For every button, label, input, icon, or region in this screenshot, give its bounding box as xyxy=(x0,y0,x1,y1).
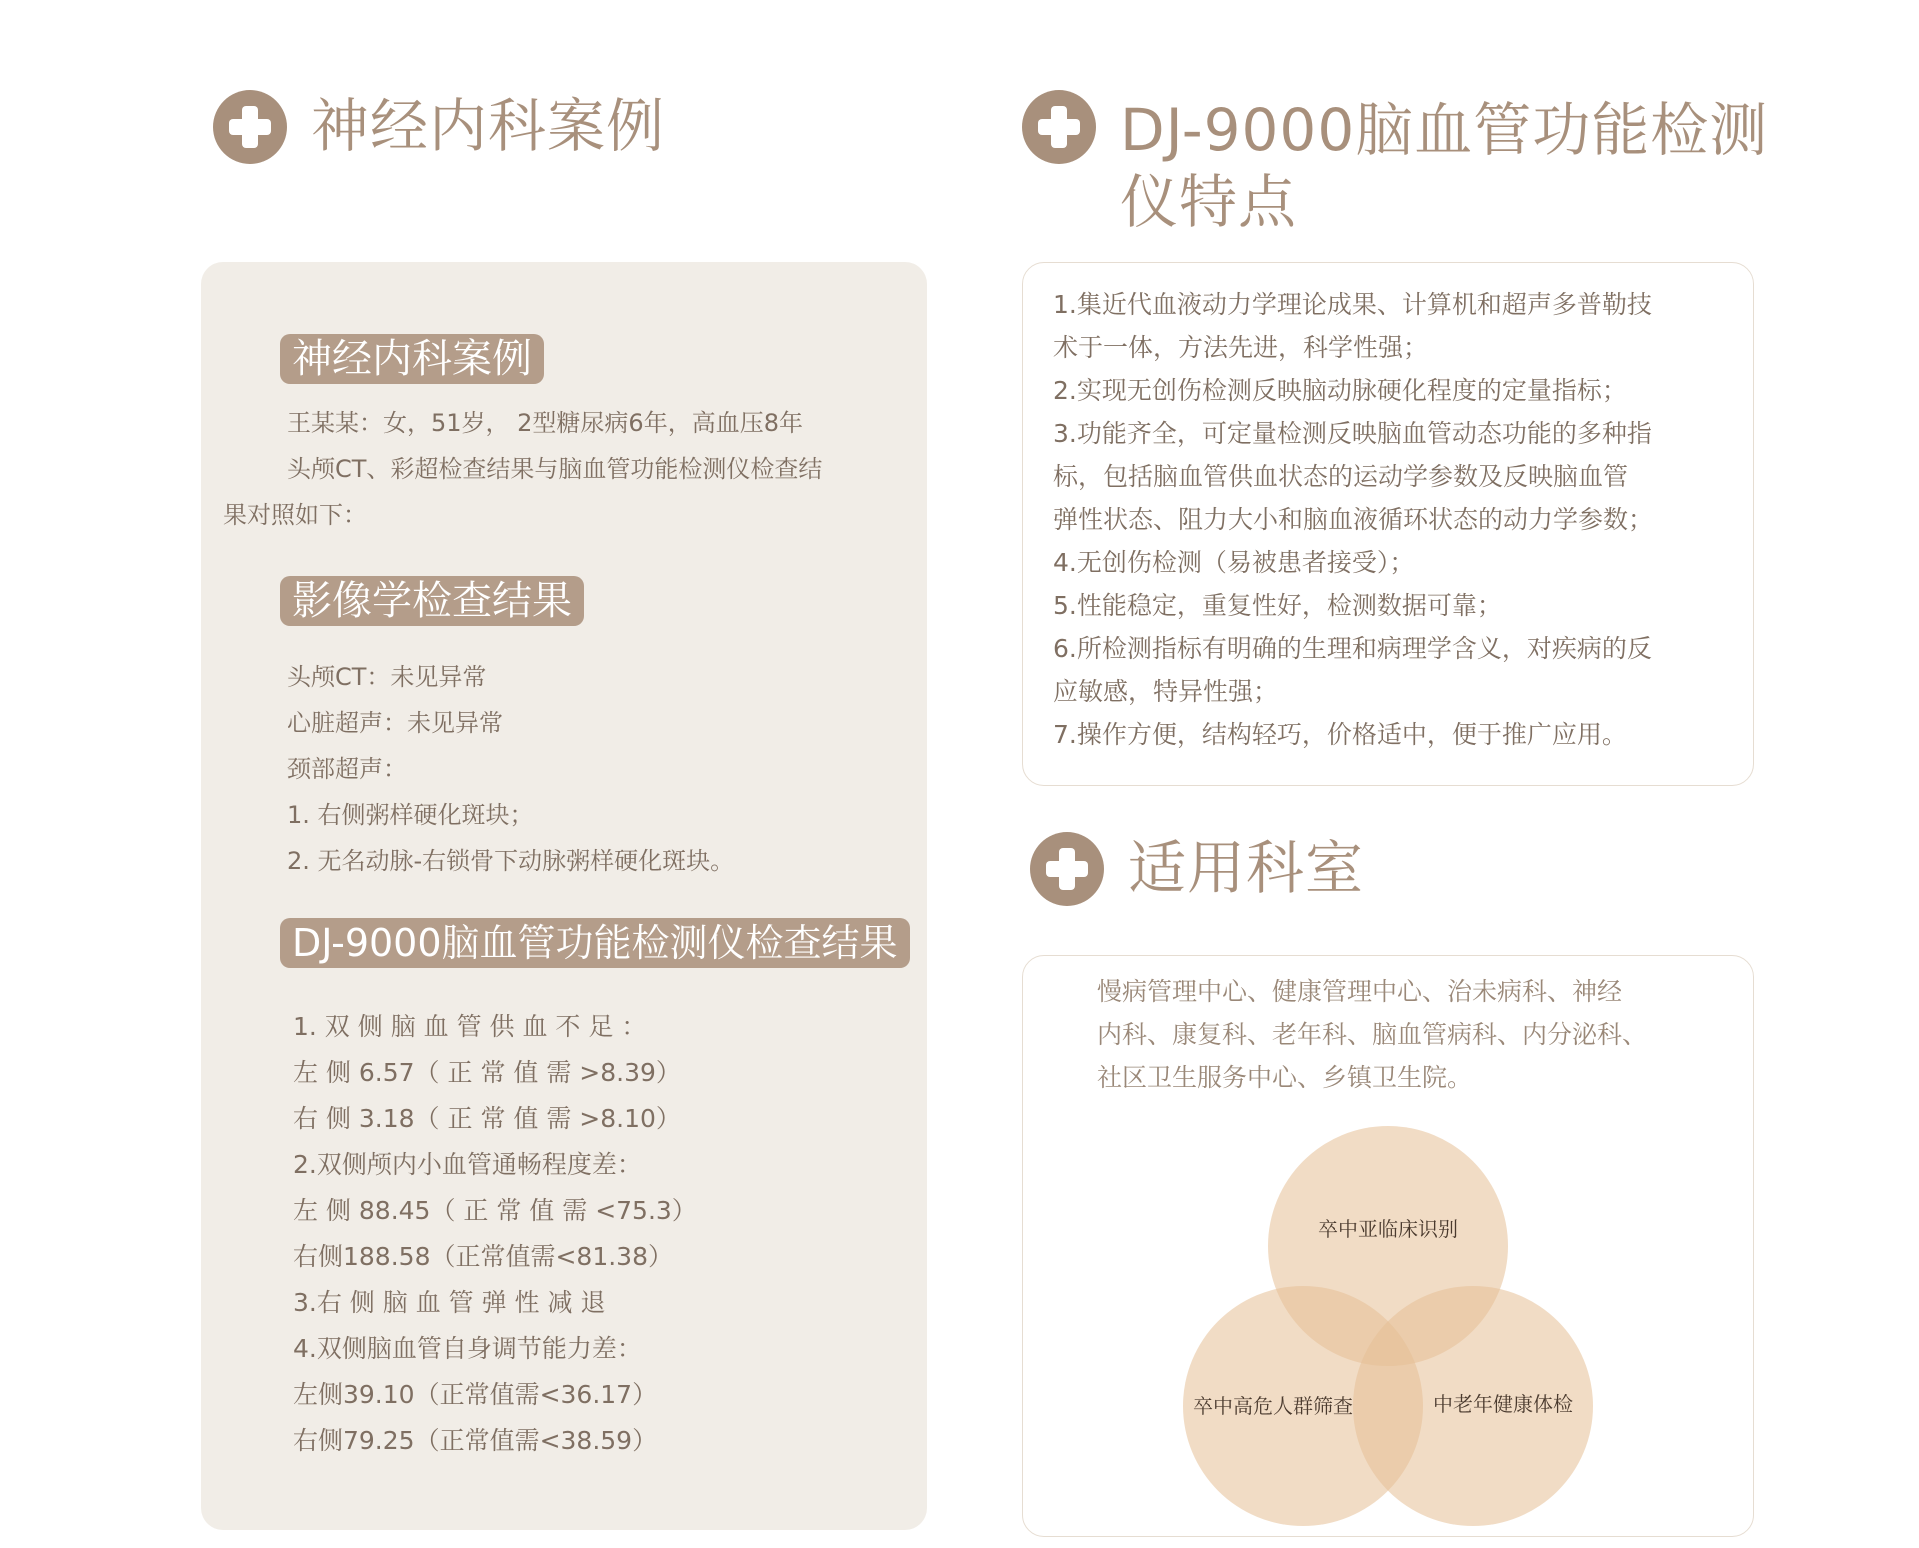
intro-line-2: 果对照如下： xyxy=(223,501,367,529)
result-tag: DJ-9000脑血管功能检测仪检查结果 xyxy=(280,918,910,968)
feature-line: 5.性能稳定，重复性好，检测数据可靠； xyxy=(1053,591,1502,620)
feature-line: 标，包括脑血管供血状态的运动学参数及反映脑血管 xyxy=(1053,462,1629,491)
feature-line: 3.功能齐全，可定量检测反映脑血管动态功能的多种指 xyxy=(1053,419,1652,448)
plus-icon xyxy=(1030,832,1104,906)
features-title-line-1: DJ-9000脑血管功能检测 xyxy=(1120,96,1769,164)
result-line: 左 侧 88.45（ 正 常 值 需 <75.3） xyxy=(293,1196,697,1225)
patient-line: 王某某：女，51岁， 2型糖尿病6年，高血压8年 xyxy=(287,409,803,437)
feature-line: 6.所检测指标有明确的生理和病理学含义，对疾病的反 xyxy=(1053,634,1652,663)
departments-box xyxy=(1022,955,1754,1537)
venn-label-right: 中老年健康体检 xyxy=(1433,1392,1573,1416)
feature-line: 弹性状态、阻力大小和脑血液循环状态的动力学参数； xyxy=(1053,505,1654,534)
result-line: 右侧188.58（正常值需<81.38） xyxy=(293,1242,673,1271)
venn-diagram xyxy=(1023,1106,1753,1526)
feature-line: 应敏感，特异性强； xyxy=(1053,677,1279,706)
plus-icon xyxy=(213,90,287,164)
plus-icon xyxy=(1022,90,1096,164)
department-line: 社区卫生服务中心、乡镇卫生院。 xyxy=(1097,1063,1473,1092)
features-list xyxy=(1053,283,1733,756)
venn-label-left: 卒中高危人群筛查 xyxy=(1193,1394,1353,1418)
feature-line: 4.无创伤检测（易被患者接受）； xyxy=(1053,548,1415,577)
result-line: 3.右 侧 脑 血 管 弹 性 减 退 xyxy=(293,1288,606,1317)
imaging-item: 心脏超声：未见异常 xyxy=(287,709,503,737)
feature-line: 2.实现无创伤检测反映脑动脉硬化程度的定量指标； xyxy=(1053,376,1627,405)
imaging-tag: 影像学检查结果 xyxy=(280,576,584,626)
imaging-item: 头颅CT：未见异常 xyxy=(287,663,487,691)
case-section-header xyxy=(213,90,665,164)
imaging-item: 颈部超声： xyxy=(287,755,407,783)
case-panel xyxy=(201,262,927,1530)
imaging-item: 2. 无名动脉-右锁骨下动脉粥样硬化斑块。 xyxy=(287,847,735,875)
features-section-title xyxy=(1120,94,1768,238)
feature-line: 1.集近代血液动力学理论成果、计算机和超声多普勒技 xyxy=(1053,290,1652,319)
feature-line: 术于一体，方法先进，科学性强； xyxy=(1053,333,1429,362)
departments-section-title: 适用科室 xyxy=(1128,834,1365,902)
departments-section-header xyxy=(1030,832,1364,906)
features-box xyxy=(1022,262,1754,786)
result-line: 右 侧 3.18（ 正 常 值 需 >8.10） xyxy=(293,1104,681,1133)
case-section-title: 神经内科案例 xyxy=(311,92,666,160)
features-title-line-2: 仪特点 xyxy=(1120,168,1298,236)
result-line: 左 侧 6.57（ 正 常 值 需 >8.39） xyxy=(293,1058,681,1087)
result-line: 右侧79.25（正常值需<38.59） xyxy=(293,1426,658,1455)
features-section-header xyxy=(1022,90,1768,238)
intro-line-1: 头颅CT、彩超检查结果与脑血管功能检测仪检查结 xyxy=(287,455,823,483)
department-line: 慢病管理中心、健康管理中心、治未病科、神经 xyxy=(1097,977,1623,1006)
department-line: 内科、康复科、老年科、脑血管病科、内分泌科、 xyxy=(1097,1020,1648,1049)
imaging-item: 1. 右侧粥样硬化斑块； xyxy=(287,801,534,829)
case-tag: 神经内科案例 xyxy=(280,334,544,384)
result-list xyxy=(293,1004,697,1464)
result-line: 2.双侧颅内小血管通畅程度差： xyxy=(293,1150,642,1179)
venn-label-top: 卒中亚临床识别 xyxy=(1318,1217,1458,1241)
result-line: 1. 双 侧 脑 血 管 供 血 不 足 ： xyxy=(293,1012,647,1041)
result-line: 左侧39.10（正常值需<36.17） xyxy=(293,1380,658,1409)
feature-line: 7.操作方便，结构轻巧，价格适中，便于推广应用。 xyxy=(1053,720,1627,749)
result-line: 4.双侧脑血管自身调节能力差： xyxy=(293,1334,642,1363)
